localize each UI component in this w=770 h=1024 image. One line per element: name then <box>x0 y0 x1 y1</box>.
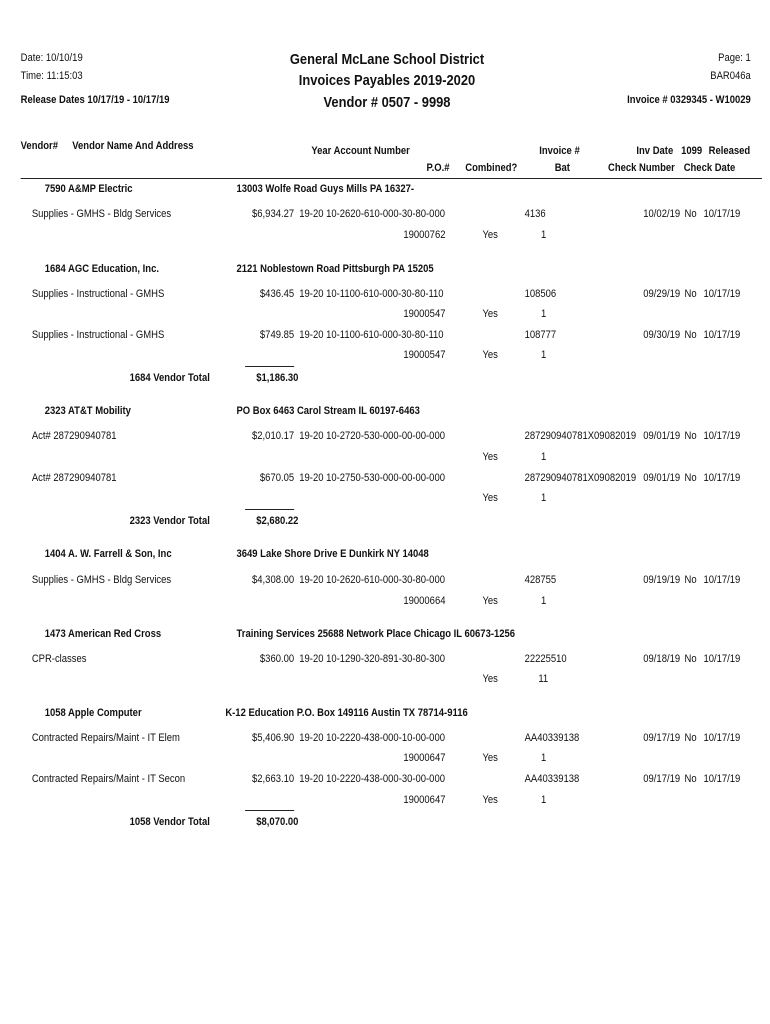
col-year-account: Year Account Number <box>311 145 410 157</box>
line-released: 10/17/19 <box>703 208 741 220</box>
line-bat: 1 <box>540 595 547 607</box>
vendor-address: 13003 Wolfe Road Guys Mills PA 16327- <box>236 183 415 195</box>
vendor-address: 3649 Lake Shore Drive E Dunkirk NY 14048 <box>236 548 429 560</box>
line-inv-date: 09/01/19 <box>643 430 681 442</box>
release-dates: Release Dates 10/17/19 - 10/17/19 <box>20 94 170 106</box>
line-invoice: 108777 <box>524 329 557 341</box>
vendor-total-label: 1058 Vendor Total <box>129 816 210 828</box>
line-po: 19000647 <box>403 794 446 806</box>
total-rule <box>245 366 294 367</box>
line-account: 19-20 10-2220-438-000-10-00-000 <box>299 732 445 744</box>
vendor-header: 1473 American Red Cross <box>44 628 162 640</box>
line-released: 10/17/19 <box>703 732 741 744</box>
line-po: 19000664 <box>403 595 446 607</box>
line-description: Supplies - GMHS - Bldg Services <box>31 574 172 586</box>
line-inv-date: 09/01/19 <box>643 472 681 484</box>
line-inv-date: 09/30/19 <box>643 329 681 341</box>
col-invoice-num: Invoice # <box>539 145 580 157</box>
vendor-address: PO Box 6463 Carol Stream IL 60197-6463 <box>236 405 420 417</box>
line-1099: No <box>684 430 697 442</box>
line-invoice: 4136 <box>524 208 546 220</box>
page-number: Page: 1 <box>718 52 751 64</box>
line-bat: 1 <box>540 492 547 504</box>
line-po: 19000547 <box>403 349 446 361</box>
line-amount: $2,663.10 <box>252 773 295 785</box>
line-amount: $6,934.27 <box>252 208 295 220</box>
report-title-vendor-range: Vendor # 0507 - 9998 <box>323 94 451 111</box>
report-time: Time: 11:15:03 <box>20 70 83 82</box>
line-combined: Yes <box>482 349 498 361</box>
line-released: 10/17/19 <box>703 472 741 484</box>
line-released: 10/17/19 <box>703 574 741 586</box>
line-description: Supplies - Instructional - GMHS <box>31 329 165 341</box>
line-1099: No <box>684 208 697 220</box>
line-bat: 1 <box>540 451 547 463</box>
line-account: 19-20 10-2620-610-000-30-80-000 <box>299 208 445 220</box>
report-date: Date: 10/10/19 <box>20 52 83 64</box>
line-description: Act# 287290940781 <box>31 472 117 484</box>
total-rule <box>245 509 294 510</box>
invoice-range: Invoice # 0329345 - W10029 <box>627 94 751 106</box>
line-combined: Yes <box>482 492 498 504</box>
line-combined: Yes <box>482 752 498 764</box>
vendor-address: 2121 Noblestown Road Pittsburgh PA 15205 <box>236 263 434 275</box>
line-bat: 1 <box>540 229 547 241</box>
line-amount: $2,010.17 <box>252 430 295 442</box>
col-po: P.O.# <box>426 162 450 174</box>
vendor-total-amount: $2,680.22 <box>256 515 299 527</box>
line-inv-date: 09/18/19 <box>643 653 681 665</box>
vendor-address: Training Services 25688 Network Place Chicago IL 60673-1256 <box>236 628 516 640</box>
report-code: BAR046a <box>710 70 751 82</box>
line-released: 10/17/19 <box>703 773 741 785</box>
vendor-header: 1404 A. W. Farrell & Son, Inc <box>44 548 172 560</box>
total-rule <box>245 810 294 811</box>
col-bat: Bat <box>554 162 570 174</box>
vendor-total-amount: $1,186.30 <box>256 372 299 384</box>
line-bat: 1 <box>540 308 547 320</box>
col-check-date: Check Date <box>683 162 736 174</box>
line-description: Contracted Repairs/Maint - IT Secon <box>31 773 186 785</box>
line-released: 10/17/19 <box>703 329 741 341</box>
line-bat: 1 <box>540 794 547 806</box>
vendor-total-amount: $8,070.00 <box>256 816 299 828</box>
line-amount: $436.45 <box>259 288 295 300</box>
col-check-number: Check Number <box>608 162 675 174</box>
line-po: 19000762 <box>403 229 446 241</box>
line-inv-date: 09/17/19 <box>643 773 681 785</box>
line-1099: No <box>684 574 697 586</box>
line-bat: 11 <box>538 673 549 685</box>
report-title-district: General McLane School District <box>289 51 485 68</box>
line-po: 19000647 <box>403 752 446 764</box>
line-1099: No <box>684 653 697 665</box>
line-1099: No <box>684 329 697 341</box>
line-1099: No <box>684 472 697 484</box>
vendor-header: 1684 AGC Education, Inc. <box>44 263 159 275</box>
line-bat: 1 <box>540 349 547 361</box>
line-account: 19-20 10-1290-320-891-30-80-300 <box>299 653 445 665</box>
line-amount: $5,406.90 <box>252 732 295 744</box>
vendor-total-label: 2323 Vendor Total <box>129 515 210 527</box>
line-inv-date: 09/19/19 <box>643 574 681 586</box>
line-amount: $749.85 <box>259 329 295 341</box>
line-amount: $670.05 <box>259 472 295 484</box>
line-description: CPR-classes <box>31 653 87 665</box>
line-released: 10/17/19 <box>703 288 741 300</box>
line-inv-date: 09/29/19 <box>643 288 681 300</box>
line-combined: Yes <box>482 229 498 241</box>
col-1099: 1099 <box>681 145 703 157</box>
col-released: Released <box>708 145 751 157</box>
line-account: 19-20 10-1100-610-000-30-80-110 <box>299 288 444 300</box>
line-combined: Yes <box>482 673 498 685</box>
line-account: 19-20 10-2620-610-000-30-80-000 <box>299 574 445 586</box>
col-vendor-name: Vendor Name And Address <box>72 140 194 152</box>
vendor-header: 2323 AT&T Mobility <box>44 405 131 417</box>
vendor-header: 1058 Apple Computer <box>44 707 142 719</box>
line-description: Supplies - Instructional - GMHS <box>31 288 165 300</box>
line-account: 19-20 10-1100-610-000-30-80-110 <box>299 329 444 341</box>
line-inv-date: 10/02/19 <box>643 208 681 220</box>
line-account: 19-20 10-2750-530-000-00-00-000 <box>299 472 445 484</box>
line-description: Contracted Repairs/Maint - IT Elem <box>31 732 180 744</box>
line-bat: 1 <box>540 752 547 764</box>
line-po: 19000547 <box>403 308 446 320</box>
line-invoice: AA40339138 <box>524 773 580 785</box>
line-account: 19-20 10-2220-438-000-30-00-000 <box>299 773 445 785</box>
col-inv-date: Inv Date <box>636 145 674 157</box>
line-invoice: 108506 <box>524 288 557 300</box>
line-1099: No <box>684 288 697 300</box>
vendor-header: 7590 A&MP Electric <box>44 183 133 195</box>
line-invoice: 287290940781X09082019 <box>524 472 637 484</box>
line-combined: Yes <box>482 794 498 806</box>
vendor-total-label: 1684 Vendor Total <box>129 372 210 384</box>
line-1099: No <box>684 773 697 785</box>
col-combined: Combined? <box>465 162 518 174</box>
vendor-address: K-12 Education P.O. Box 149116 Austin TX 78714-9116 <box>225 707 468 719</box>
line-released: 10/17/19 <box>703 430 741 442</box>
col-vendor-num: Vendor# <box>20 140 58 152</box>
line-amount: $360.00 <box>259 653 295 665</box>
line-invoice: 287290940781X09082019 <box>524 430 637 442</box>
line-combined: Yes <box>482 308 498 320</box>
line-invoice: 428755 <box>524 574 557 586</box>
line-combined: Yes <box>482 451 498 463</box>
line-released: 10/17/19 <box>703 653 741 665</box>
report-title-invoices: Invoices Payables 2019-2020 <box>298 72 476 89</box>
line-inv-date: 09/17/19 <box>643 732 681 744</box>
line-amount: $4,308.00 <box>252 574 295 586</box>
line-combined: Yes <box>482 595 498 607</box>
line-invoice: AA40339138 <box>524 732 580 744</box>
header-divider <box>21 178 762 179</box>
line-invoice: 22225510 <box>524 653 567 665</box>
line-account: 19-20 10-2720-530-000-00-00-000 <box>299 430 445 442</box>
line-description: Act# 287290940781 <box>31 430 117 442</box>
line-description: Supplies - GMHS - Bldg Services <box>31 208 172 220</box>
line-1099: No <box>684 732 697 744</box>
